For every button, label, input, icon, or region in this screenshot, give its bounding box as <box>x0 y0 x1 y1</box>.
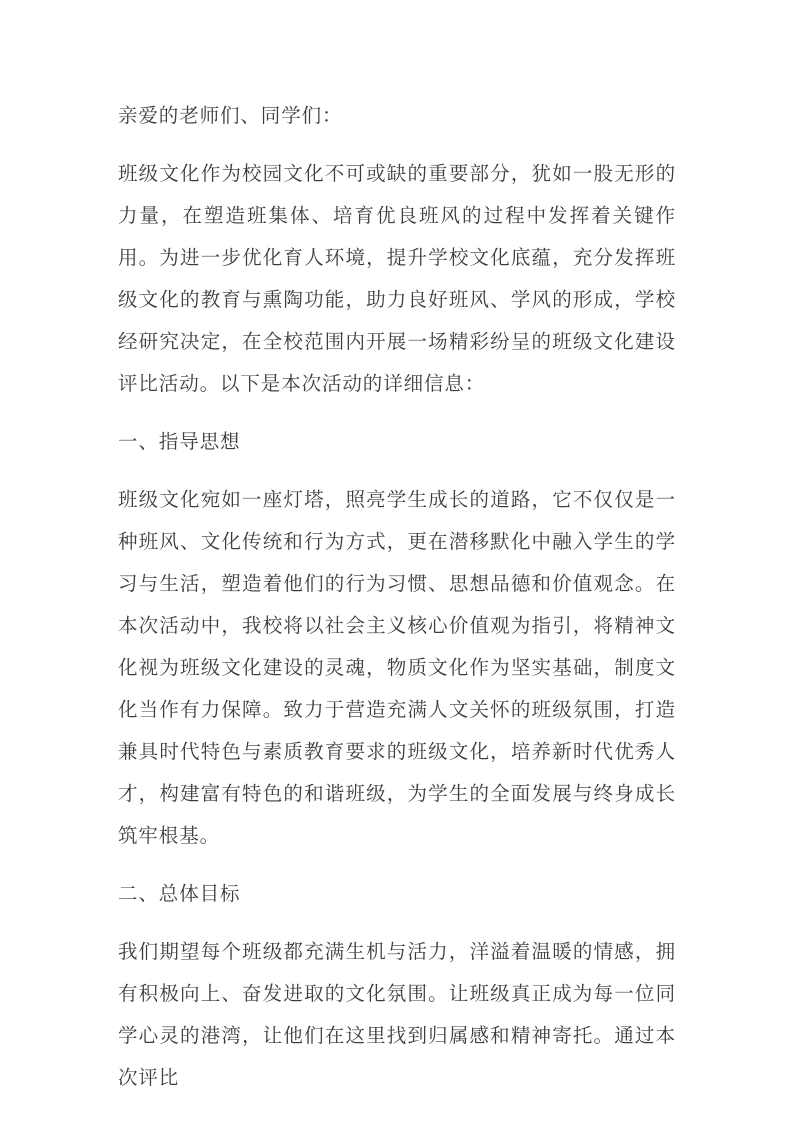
intro-paragraph: 班级文化作为校园文化不可或缺的重要部分，犹如一股无形的力量，在塑造班集体、培育优良班风的过程中发挥着关键作用。为进一步优化育人环境，提升学校文化底蕴，充分发挥班级文化的教育与熏陶功能，助力良好班风、学风的形成，学校经研究决定，在全校范围内开展一场精彩纷呈的班级文化建设评比活动。以下是本次活动的详细信息： <box>118 164 676 395</box>
document-body <box>118 96 676 1100</box>
salutation-line: 亲爱的老师们、同学们： <box>118 106 343 127</box>
section-one-paragraph: 班级文化宛如一座灯塔，照亮学生成长的道路，它不仅仅是一种班风、文化传统和行为方式，更在潜移默化中融入学生的学习与生活，塑造着他们的行为习惯、思想品德和价值观念。在本次活动中，我校将以社会主义核心价值观为指引，将精神文化视为班级文化建设的灵魂，物质文化作为坚实基础，制度文化当作有力保障。致力于营造充满人文关怀的班级氛围，打造兼具时代特色与素质教育要求的班级文化，培养新时代优秀人才，构建富有特色的和谐班级，为学生的全面发展与终身成长筑牢根基。 <box>118 490 676 847</box>
section-two-heading: 二、总体目标 <box>118 884 241 905</box>
section-two-paragraph: 我们期望每个班级都充满生机与活力，洋溢着温暖的情感，拥有积极向上、奋发进取的文化氛围。让班级真正成为每一位同学心灵的港湾，让他们在这里找到归属感和精神寄托。通过本次评比 <box>118 942 676 1089</box>
section-one-heading: 一、指导思想 <box>118 432 241 453</box>
